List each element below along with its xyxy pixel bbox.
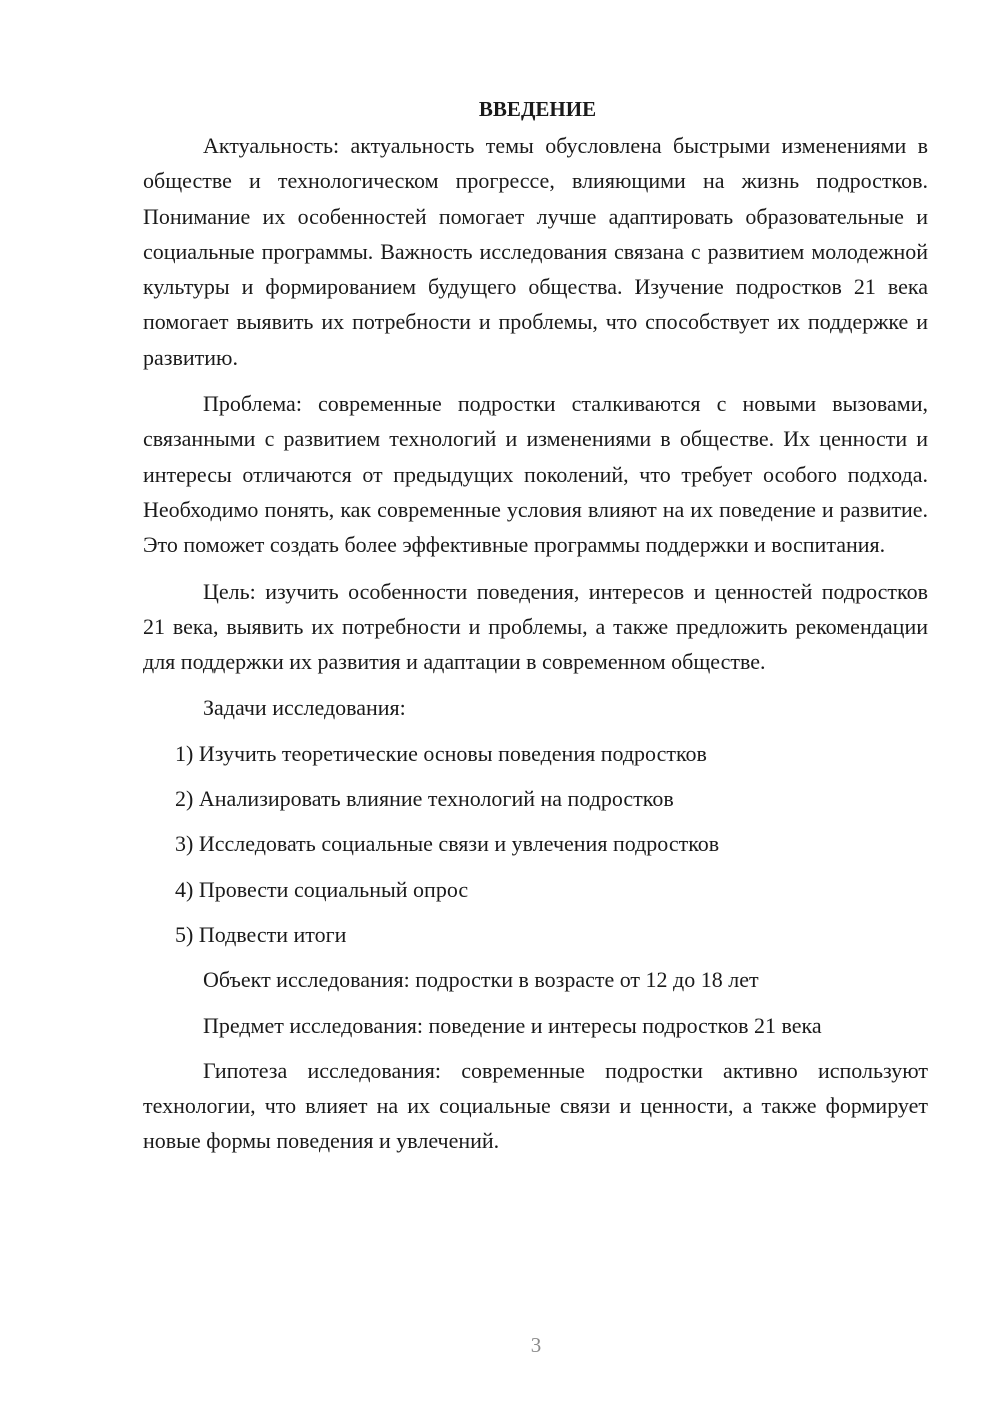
hypothesis-paragraph: Гипотеза исследования: современные подростки активно используют технологии, что влияет на их социальные связи и ценности, а также формирует новые формы поведения и увлечений. — [143, 1057, 928, 1154]
relevance-paragraph: Актуальность: актуальность темы обусловлена быстрыми изменениями в обществе и технологическом прогрессе, влияющими на жизнь подростков. Понимание их особенностей помогает лучше адаптировать образовательные и социальные программы. Важность исследования связана с развитием молодежной культуры и формированием будущего общества. Изучение подростков 21 века помогает выявить их потребности и проблемы, что способствует их поддержке и развитию. — [143, 133, 928, 370]
page-title: ВВЕДЕНИЕ — [478, 97, 597, 121]
task-item: 2) Анализировать влияние технологий на подростков — [175, 786, 674, 812]
task-item: 1) Изучить теоретические основы поведения подростков — [175, 740, 707, 766]
tasks-list — [143, 736, 928, 952]
tasks-heading: Задачи исследования: — [203, 695, 406, 721]
page-content — [143, 94, 928, 1170]
task-item: 5) Подвести итоги — [175, 921, 347, 947]
task-item: 4) Провести социальный опрос — [175, 876, 469, 902]
research-subject: Предмет исследования: поведение и интересы подростков 21 века — [203, 1012, 822, 1038]
page-number: 3 — [530, 1333, 542, 1357]
goal-paragraph: Цель: изучить особенности поведения, интересов и ценностей подростков 21 века, выявить их потребности и проблемы, а также предложить рекомендации для поддержки их развития и адаптации в современном обществе. — [143, 578, 928, 675]
problem-paragraph: Проблема: современные подростки сталкиваются с новыми вызовами, связанными с развитием технологий и изменениями в обществе. Их ценности и интересы отличаются от предыдущих поколений, что требует особого подхода. Необходимо понять, как современные условия влияют на их поведение и развитие. Это поможет создать более эффективные программы поддержки и воспитания. — [143, 391, 928, 558]
task-item: 3) Исследовать социальные связи и увлечения подростков — [175, 831, 720, 857]
research-object: Объект исследования: подростки в возрасте от 12 до 18 лет — [203, 967, 759, 993]
